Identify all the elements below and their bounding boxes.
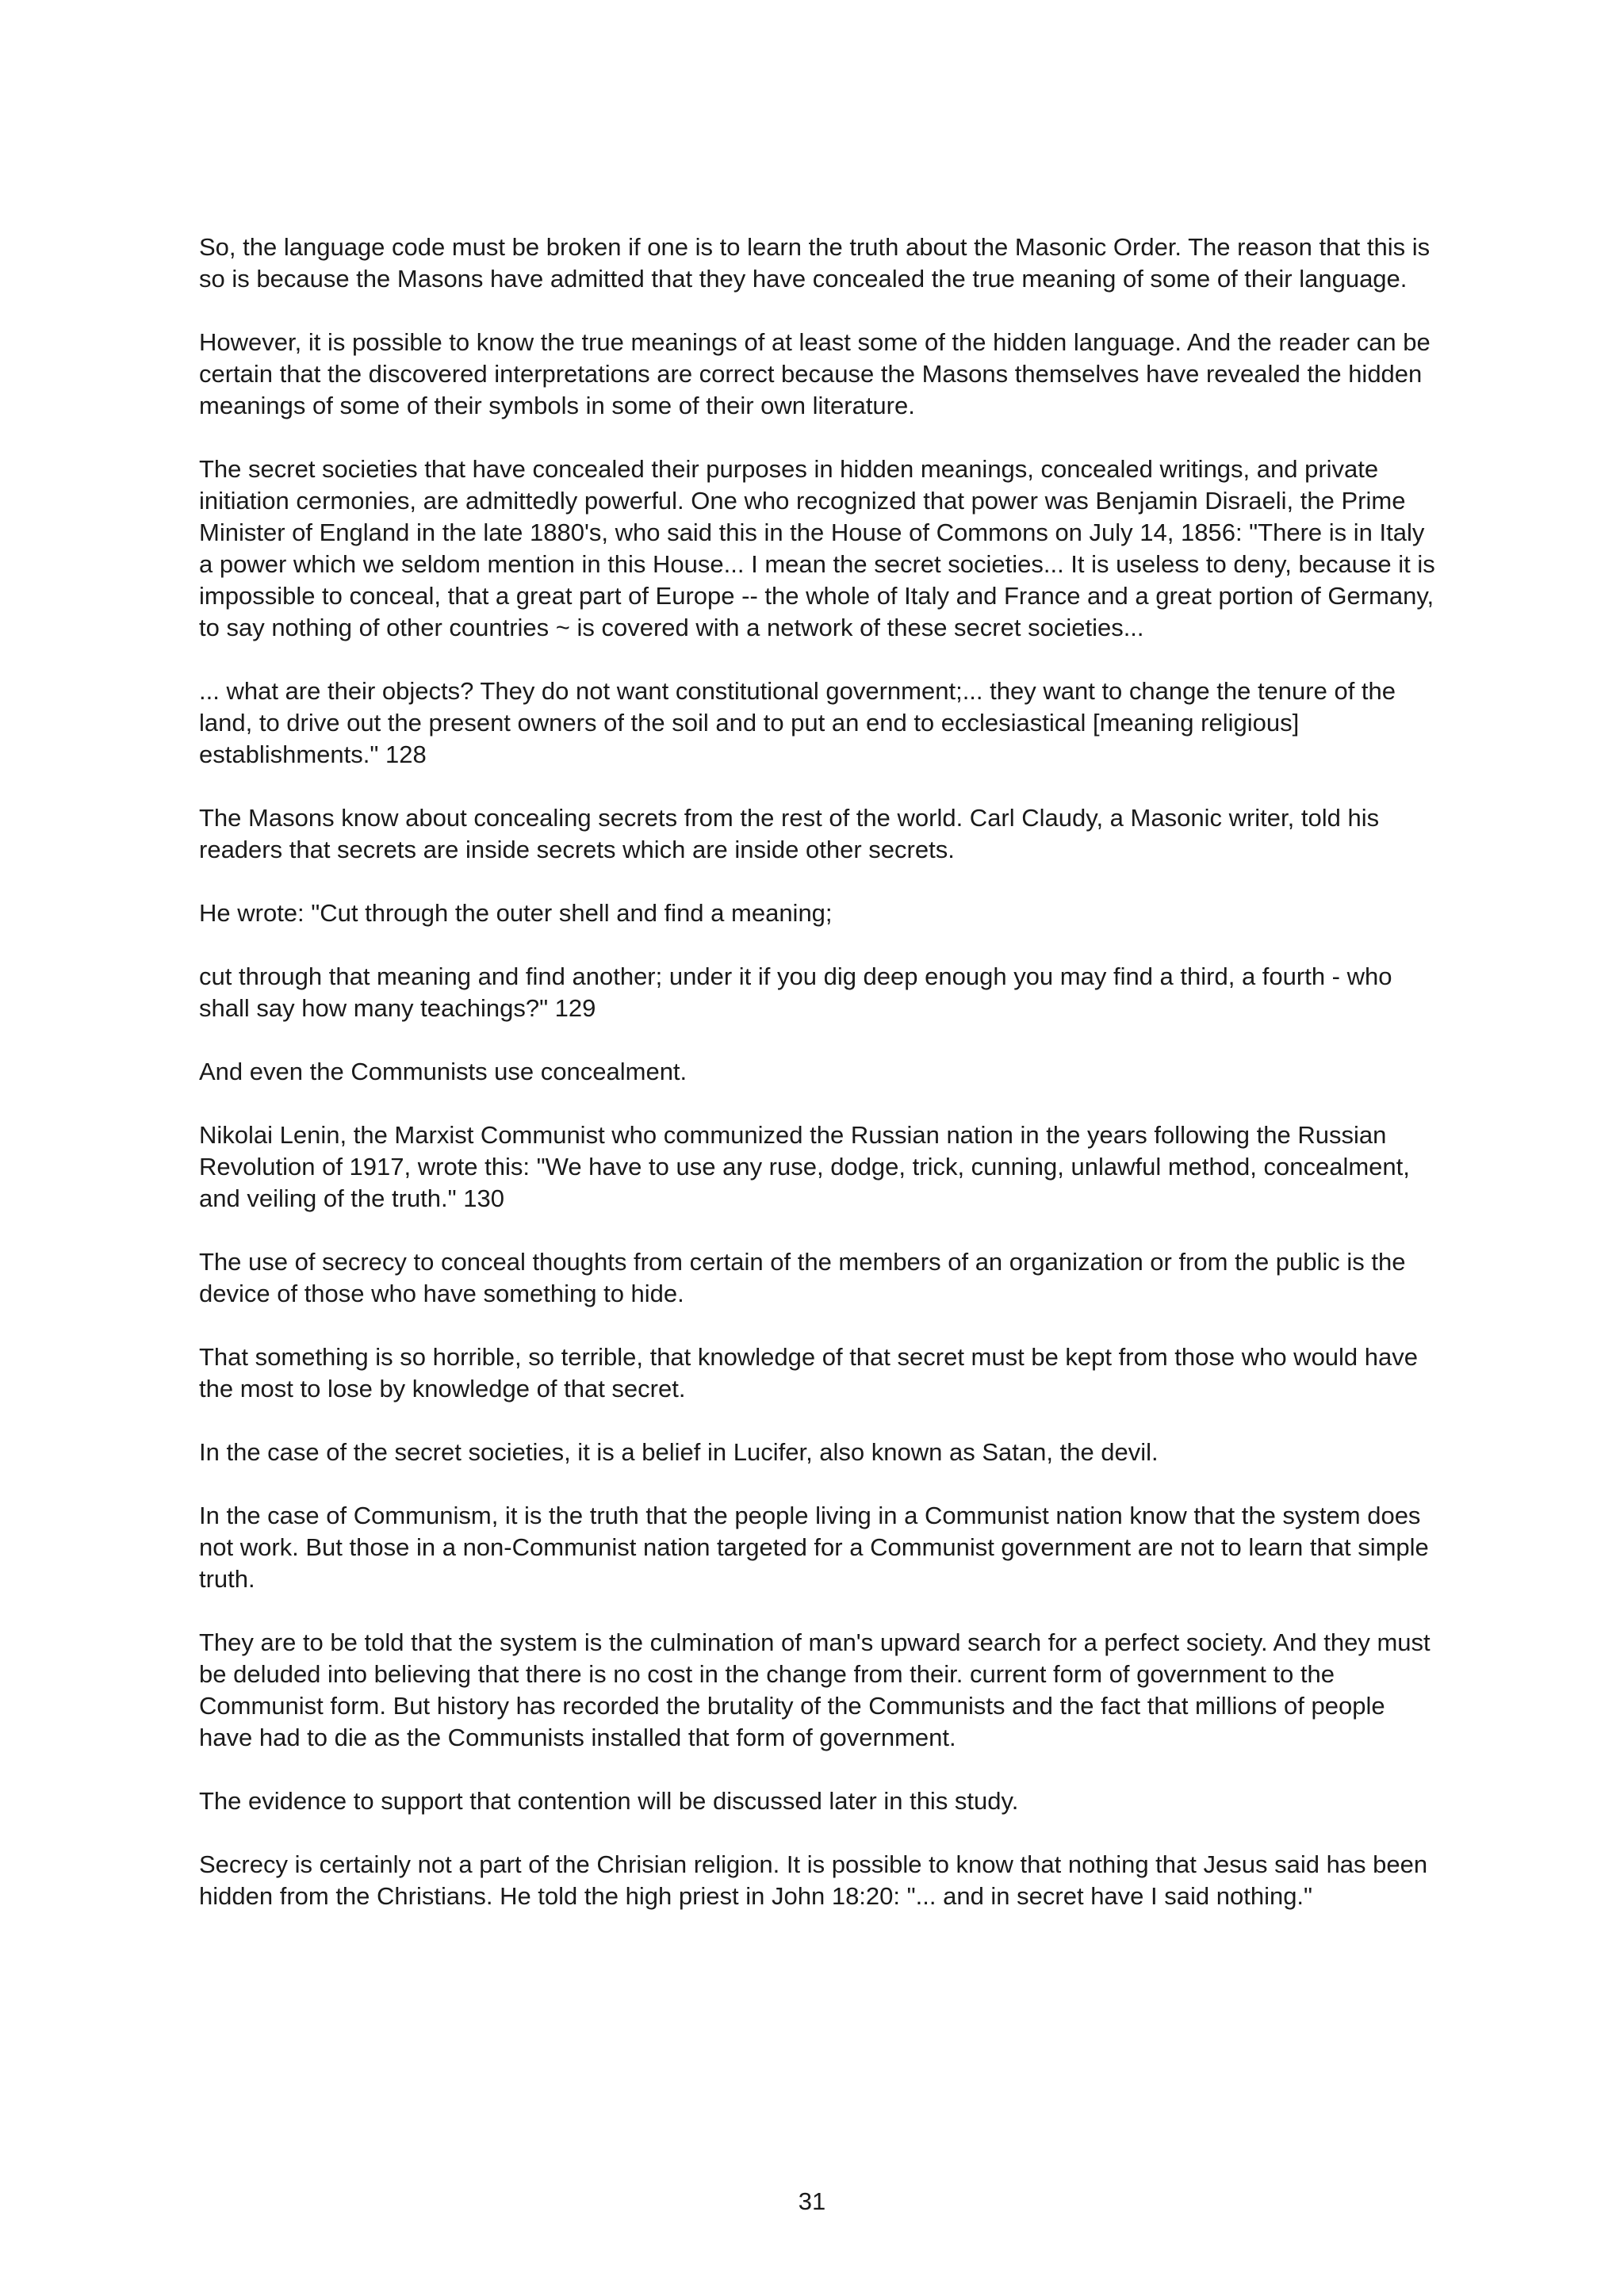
paragraph: However, it is possible to know the true meanings of at least some of the hidden language. And the reader can be certain that the discovered interpretations are correct because the Masons themselves have revealed the hidden meanings of some of their symbols in some of their own literature. <box>199 328 1431 419</box>
paragraph: In the case of the secret societies, it is a belief in Lucifer, also known as Satan, the devil. <box>199 1438 1159 1466</box>
paragraph: The secret societies that have concealed their purposes in hidden meanings, concealed writings, and private initiation cermonies, are admittedly powerful. One who recognized that power was Benjamin Disraeli, the Prime Minister of England in the late 1880's, who said this in the House of Commons on July 14, 1856: "There is in Italy a power which we seldom mention in this House... I mean the secret societies... It is useless to deny, because it is impossible to conceal, that a great part of Europe -- the whole of Italy and France and a great portion of Germany, to say nothing of other countries ~ is covered with a network of these secret societies... <box>199 455 1435 641</box>
page-number: 31 <box>798 2187 826 2215</box>
paragraph: The use of secrecy to conceal thoughts from certain of the members of an organization or from the public is the device of those who have something to hide. <box>199 1248 1406 1307</box>
paragraph: So, the language code must be broken if one is to learn the truth about the Masonic Order. The reason that this is so is because the Masons have admitted that they have concealed the true meaning of some of their language. <box>199 233 1431 293</box>
paragraph: The evidence to support that contention will be discussed later in this study. <box>199 1787 1019 1815</box>
paragraph: Secrecy is certainly not a part of the Chrisian religion. It is possible to know that nothing that Jesus said has been hidden from the Christians. He told the high priest in John 18:20: "... and in secret have I said nothing." <box>199 1850 1428 1910</box>
paragraph: In the case of Communism, it is the truth that the people living in a Communist nation know that the system does not work. But those in a non-Communist nation targeted for a Communist government are not to learn that simple truth. <box>199 1502 1429 1593</box>
paragraph: They are to be told that the system is the culmination of man's upward search for a perfect society. And they must be deluded into believing that there is no cost in the change from their. current form of government to the Communist form. But history has recorded the brutality of the Communists and the fact that millions of people have had to die as the Communists installed that form of government. <box>199 1628 1431 1751</box>
paragraph: Nikolai Lenin, the Marxist Communist who communized the Russian nation in the years following the Russian Revolution of 1917, wrote this: "We have to use any ruse, dodge, trick, cunning, unlawful method, concealment, and veiling of the truth." 130 <box>199 1121 1410 1212</box>
paragraph: The Masons know about concealing secrets from the rest of the world. Carl Claudy, a Masonic writer, told his readers that secrets are inside secrets which are inside other secrets. <box>199 804 1380 863</box>
text-body <box>199 232 1444 1944</box>
paragraph: He wrote: "Cut through the outer shell and find a meaning; <box>199 899 833 927</box>
paragraph: That something is so horrible, so terrible, that knowledge of that secret must be kept from those who would have the most to lose by knowledge of that secret. <box>199 1343 1419 1402</box>
paragraph: ... what are their objects? They do not want constitutional government;... they want to change the tenure of the land, to drive out the present owners of the soil and to put an end to ecclesiastical [meaning religious] establishments." 128 <box>199 677 1396 768</box>
paragraph: cut through that meaning and find another; under it if you dig deep enough you may find a third, a fourth - who shall say how many teachings?" 129 <box>199 962 1392 1022</box>
paragraph: And even the Communists use concealment. <box>199 1058 688 1085</box>
